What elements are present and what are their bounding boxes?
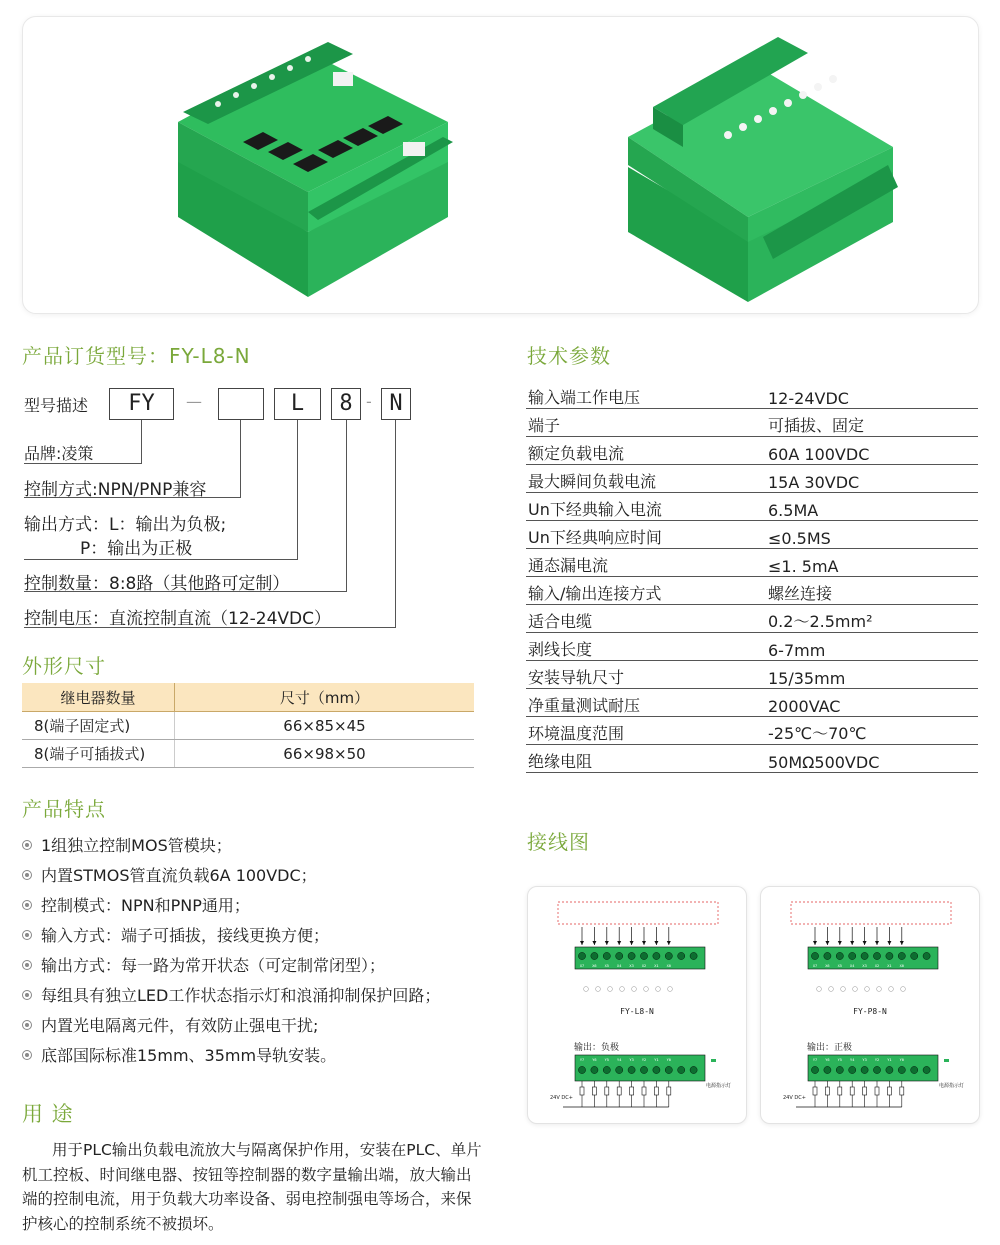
screw-terminal <box>873 952 880 959</box>
led-icon <box>608 987 613 992</box>
supply-label: 24V DC+ <box>783 1095 806 1101</box>
table-row <box>526 661 978 689</box>
bullet-icon <box>22 840 32 850</box>
features-title: 产品特点 <box>22 797 106 821</box>
channel-label: X0 <box>666 964 671 968</box>
input-label-box <box>558 902 718 924</box>
code-dash-1: — <box>186 392 202 411</box>
screw-terminal <box>886 952 893 959</box>
connector-line <box>141 420 142 464</box>
wiring-output-label: 输出：负极 <box>574 1043 620 1053</box>
control-mode-text: 控制方式:NPN/PNP兼容 <box>24 480 207 500</box>
channel-label: Y2 <box>874 1058 880 1062</box>
table-row <box>526 493 978 521</box>
list-item: 内置光电隔离元件，有效防止强电干扰; <box>22 1016 440 1046</box>
screw-terminal <box>628 952 635 959</box>
screw-terminal <box>811 1066 818 1073</box>
order-title: 产品订货型号：FY-L8-N <box>22 344 251 368</box>
power-led-icon <box>944 1059 949 1062</box>
led-icon <box>584 987 589 992</box>
channel-label: Y3 <box>862 1058 867 1062</box>
bullet-icon <box>22 900 32 910</box>
list-item: 输入方式：端子可插拔，接线更换方便； <box>22 926 440 956</box>
load-resistor <box>605 1087 609 1095</box>
channel-label: Y5 <box>837 1058 842 1062</box>
table-row <box>22 712 474 740</box>
channel-label: Y4 <box>850 1058 855 1062</box>
arrow-icon <box>654 941 658 945</box>
led-icon <box>853 987 858 992</box>
input-label-box <box>791 902 951 924</box>
load-resistor <box>580 1087 584 1095</box>
channel-label: X1 <box>654 964 659 968</box>
screw-terminal <box>811 952 818 959</box>
table-row <box>526 605 978 633</box>
led-icon <box>841 987 846 992</box>
channel-label: X2 <box>641 964 647 968</box>
arrow-icon <box>580 941 584 945</box>
led-icon <box>889 987 894 992</box>
wiring-model-label: FY-P8-N <box>853 1007 887 1016</box>
wiring-diagram-positive <box>761 887 979 1123</box>
screw-terminal <box>653 952 660 959</box>
led-icon <box>644 987 649 992</box>
led-icon <box>817 987 822 992</box>
product-photo-panel <box>22 16 979 314</box>
code-box-output: L <box>274 388 321 420</box>
led-icon <box>901 987 906 992</box>
list-item: 每组具有独立LED工作状态指示灯和浪涌抑制保护回路； <box>22 986 440 1016</box>
spec-key: 绝缘电阻 <box>526 745 766 773</box>
connector-line <box>395 420 396 628</box>
screw-terminal <box>923 1066 930 1073</box>
arrow-icon <box>630 941 634 945</box>
channel-label: Y2 <box>641 1058 647 1062</box>
screw-terminal <box>824 952 831 959</box>
screw-terminal <box>861 1066 868 1073</box>
connector-line <box>240 420 241 498</box>
code-box-series: FY <box>109 388 174 420</box>
spec-key: 通态漏电流 <box>526 549 766 577</box>
spec-key: Un下经典输入电流 <box>526 493 766 521</box>
arrow-icon <box>667 941 671 945</box>
spec-value: 50MΩ500VDC <box>766 745 978 773</box>
spec-value: 可插拔、固定 <box>766 409 978 437</box>
spec-key: Un下经典响应时间 <box>526 521 766 549</box>
list-item: 内置STMOS管直流负载6A 100VDC； <box>22 866 440 896</box>
spec-value: 12-24VDC <box>766 381 978 409</box>
list-item: 1组独立控制MOS管模块； <box>22 836 440 866</box>
brand-text: 品牌:凌策 <box>24 444 94 463</box>
table-row <box>526 549 978 577</box>
screw-terminal <box>836 1066 843 1073</box>
table-row <box>526 633 978 661</box>
screw-terminal <box>616 1066 623 1073</box>
code-box-blank <box>218 388 264 420</box>
screw-terminal <box>873 1066 880 1073</box>
load-resistor <box>654 1087 658 1095</box>
screw-terminal <box>690 952 697 959</box>
table-row <box>526 437 978 465</box>
usage-title: 用 途 <box>22 1102 74 1126</box>
screw-terminal <box>678 1066 685 1073</box>
spec-value: 6.5MA <box>766 493 978 521</box>
load-resistor <box>617 1087 621 1095</box>
channel-label: X6 <box>592 964 597 968</box>
channel-label: Y6 <box>592 1058 597 1062</box>
dimensions-title: 外形尺寸 <box>22 654 106 678</box>
load-resistor <box>838 1087 842 1095</box>
load-resistor <box>863 1087 867 1095</box>
load-resistor <box>850 1087 854 1095</box>
table-row <box>526 409 978 437</box>
load-resistor <box>875 1087 879 1095</box>
channel-label: X7 <box>812 964 818 968</box>
screw-terminal <box>591 952 598 959</box>
arrow-icon <box>642 941 646 945</box>
arrow-icon <box>617 941 621 945</box>
output-mode-text-2: P：输出为正极 <box>80 539 193 559</box>
screw-terminal <box>923 952 930 959</box>
screw-terminal <box>911 1066 918 1073</box>
arrow-icon <box>825 941 829 945</box>
indicator-label: 电源指示灯 <box>939 1083 965 1089</box>
product-photo-fixed-terminal <box>158 42 468 302</box>
channel-label: X5 <box>604 964 609 968</box>
arrow-icon <box>875 941 879 945</box>
bullet-icon <box>22 960 32 970</box>
load-resistor <box>630 1087 634 1095</box>
screw-terminal <box>665 1066 672 1073</box>
screw-terminal <box>603 1066 610 1073</box>
spec-key: 输入/输出连接方式 <box>526 577 766 605</box>
spec-value: 螺丝连接 <box>766 577 978 605</box>
connector-line <box>24 559 298 560</box>
channel-label: Y7 <box>579 1058 585 1062</box>
spec-value: 2000VAC <box>766 689 978 717</box>
channel-label: Y1 <box>654 1058 659 1062</box>
table-row <box>526 717 978 745</box>
channel-label: Y1 <box>887 1058 892 1062</box>
wiring-title: 接线图 <box>527 830 590 854</box>
spec-value: 15/35mm <box>766 661 978 689</box>
screw-terminal <box>824 1066 831 1073</box>
screw-terminal <box>665 952 672 959</box>
output-mode-text-1: 输出方式：L：输出为负极; <box>24 515 227 535</box>
usage-text: 用于PLC输出负载电流放大与隔离保护作用，安装在PLC、单片机工控板、时间继电器、按钮等控制器的数字量输出端，放大输出端的控制电流，用于负载大功率设备、弱电控制强电等场合，来保护核心的控制系统不被损坏。 <box>22 1141 482 1233</box>
specs-title: 技术参数 <box>527 344 611 368</box>
screw-terminal <box>653 1066 660 1073</box>
led-icon <box>829 987 834 992</box>
table-row <box>526 745 978 773</box>
channel-label: Y0 <box>666 1058 671 1062</box>
led-icon <box>632 987 637 992</box>
spec-value: 0.2～2.5mm² <box>766 605 978 633</box>
wiring-card-positive <box>760 886 980 1124</box>
table-row <box>526 577 978 605</box>
channel-label: Y5 <box>604 1058 609 1062</box>
spec-value: -25℃～70℃ <box>766 717 978 745</box>
screw-terminal <box>640 1066 647 1073</box>
led-icon <box>877 987 882 992</box>
screw-terminal <box>898 1066 905 1073</box>
connector-line <box>297 420 298 560</box>
channel-label: X2 <box>874 964 880 968</box>
arrow-icon <box>900 941 904 945</box>
arrow-icon <box>605 941 609 945</box>
load-resistor <box>642 1087 646 1095</box>
channel-label: X6 <box>825 964 830 968</box>
led-icon <box>668 987 673 992</box>
spec-key: 最大瞬间负载电流 <box>526 465 766 493</box>
features-list <box>22 836 440 1076</box>
bullet-icon <box>22 990 32 1000</box>
power-led-icon <box>711 1059 716 1062</box>
channel-label: X7 <box>579 964 585 968</box>
control-voltage-text: 控制电压：直流控制直流（12-24VDC） <box>24 609 331 629</box>
arrow-icon <box>887 941 891 945</box>
table-row <box>526 465 978 493</box>
code-box-count: 8 <box>331 388 361 420</box>
screw-terminal <box>898 952 905 959</box>
load-resistor <box>667 1087 671 1095</box>
table-row <box>526 381 978 409</box>
channel-label: X0 <box>899 964 904 968</box>
indicator-label: 电源指示灯 <box>706 1083 732 1089</box>
arrow-icon <box>850 941 854 945</box>
led-icon <box>865 987 870 992</box>
screw-terminal <box>578 952 585 959</box>
channel-label: Y3 <box>629 1058 634 1062</box>
wiring-output-label: 输出：正极 <box>807 1043 853 1053</box>
channel-label: Y7 <box>812 1058 818 1062</box>
spec-key: 端子 <box>526 409 766 437</box>
control-count-text: 控制数量：8:8路（其他路可定制） <box>24 574 290 594</box>
screw-terminal <box>678 952 685 959</box>
load-resistor <box>813 1087 817 1095</box>
arrow-icon <box>592 941 596 945</box>
screw-terminal <box>628 1066 635 1073</box>
bullet-icon <box>22 870 32 880</box>
table-header-cell: 尺寸（mm） <box>175 683 475 712</box>
supply-label: 24V DC+ <box>550 1095 573 1101</box>
screw-terminal <box>849 1066 856 1073</box>
screw-terminal <box>849 952 856 959</box>
spec-value: 15A 30VDC <box>766 465 978 493</box>
code-box-voltage: N <box>381 388 411 420</box>
wiring-card-negative <box>527 886 747 1124</box>
led-icon <box>596 987 601 992</box>
led-icon <box>656 987 661 992</box>
wiring-diagram-negative <box>528 887 746 1123</box>
wiring-model-label: FY-L8-N <box>620 1007 654 1016</box>
product-photo-pluggable-terminal <box>618 37 908 307</box>
channel-label: X5 <box>837 964 842 968</box>
arrow-icon <box>863 941 867 945</box>
screw-terminal <box>886 1066 893 1073</box>
table-cell: 66×85×45 <box>175 712 475 740</box>
table-cell: 66×98×50 <box>175 740 475 768</box>
table-cell: 8(端子可插拔式) <box>22 740 175 768</box>
spec-value: ≤0.5MS <box>766 521 978 549</box>
code-dash-2: - <box>366 392 372 411</box>
spec-value: 60A 100VDC <box>766 437 978 465</box>
spec-key: 适合电缆 <box>526 605 766 633</box>
screw-terminal <box>690 1066 697 1073</box>
channel-label: Y0 <box>899 1058 904 1062</box>
channel-label: X4 <box>850 964 855 968</box>
screw-terminal <box>603 952 610 959</box>
screw-terminal <box>640 952 647 959</box>
dimensions-table <box>22 683 474 768</box>
table-header-cell: 继电器数量 <box>22 683 175 712</box>
bullet-icon <box>22 1020 32 1030</box>
screw-terminal <box>836 952 843 959</box>
list-item: 控制模式：NPN和PNP通用； <box>22 896 440 926</box>
screw-terminal <box>861 952 868 959</box>
arrow-icon <box>838 941 842 945</box>
spec-key: 额定负载电流 <box>526 437 766 465</box>
channel-label: X4 <box>617 964 622 968</box>
bullet-icon <box>22 930 32 940</box>
spec-key: 环境温度范围 <box>526 717 766 745</box>
table-row <box>526 689 978 717</box>
led-icon <box>620 987 625 992</box>
channel-label: Y4 <box>617 1058 622 1062</box>
screw-terminal <box>591 1066 598 1073</box>
screw-terminal <box>578 1066 585 1073</box>
table-row <box>22 740 474 768</box>
model-desc-label: 型号描述 <box>24 396 89 415</box>
load-resistor <box>825 1087 829 1095</box>
screw-terminal <box>616 952 623 959</box>
bullet-icon <box>22 1050 32 1060</box>
spec-key: 输入端工作电压 <box>526 381 766 409</box>
spec-key: 剥线长度 <box>526 633 766 661</box>
specs-table <box>526 381 978 773</box>
table-header-row <box>22 683 474 712</box>
connector-line <box>346 420 347 592</box>
list-item: 输出方式：每一路为常开状态（可定制常闭型）； <box>22 956 440 986</box>
list-item: 底部国际标准15mm、35mm导轨安装。 <box>22 1046 440 1076</box>
spec-key: 安装导轨尺寸 <box>526 661 766 689</box>
spec-value: 6-7mm <box>766 633 978 661</box>
channel-label: Y6 <box>825 1058 830 1062</box>
table-row <box>526 521 978 549</box>
arrow-icon <box>813 941 817 945</box>
screw-terminal <box>911 952 918 959</box>
load-resistor <box>592 1087 596 1095</box>
channel-label: X3 <box>862 964 867 968</box>
channel-label: X1 <box>887 964 892 968</box>
table-cell: 8(端子固定式) <box>22 712 175 740</box>
channel-label: X3 <box>629 964 634 968</box>
spec-key: 净重量测试耐压 <box>526 689 766 717</box>
load-resistor <box>900 1087 904 1095</box>
spec-value: ≤1. 5mA <box>766 549 978 577</box>
load-resistor <box>887 1087 891 1095</box>
